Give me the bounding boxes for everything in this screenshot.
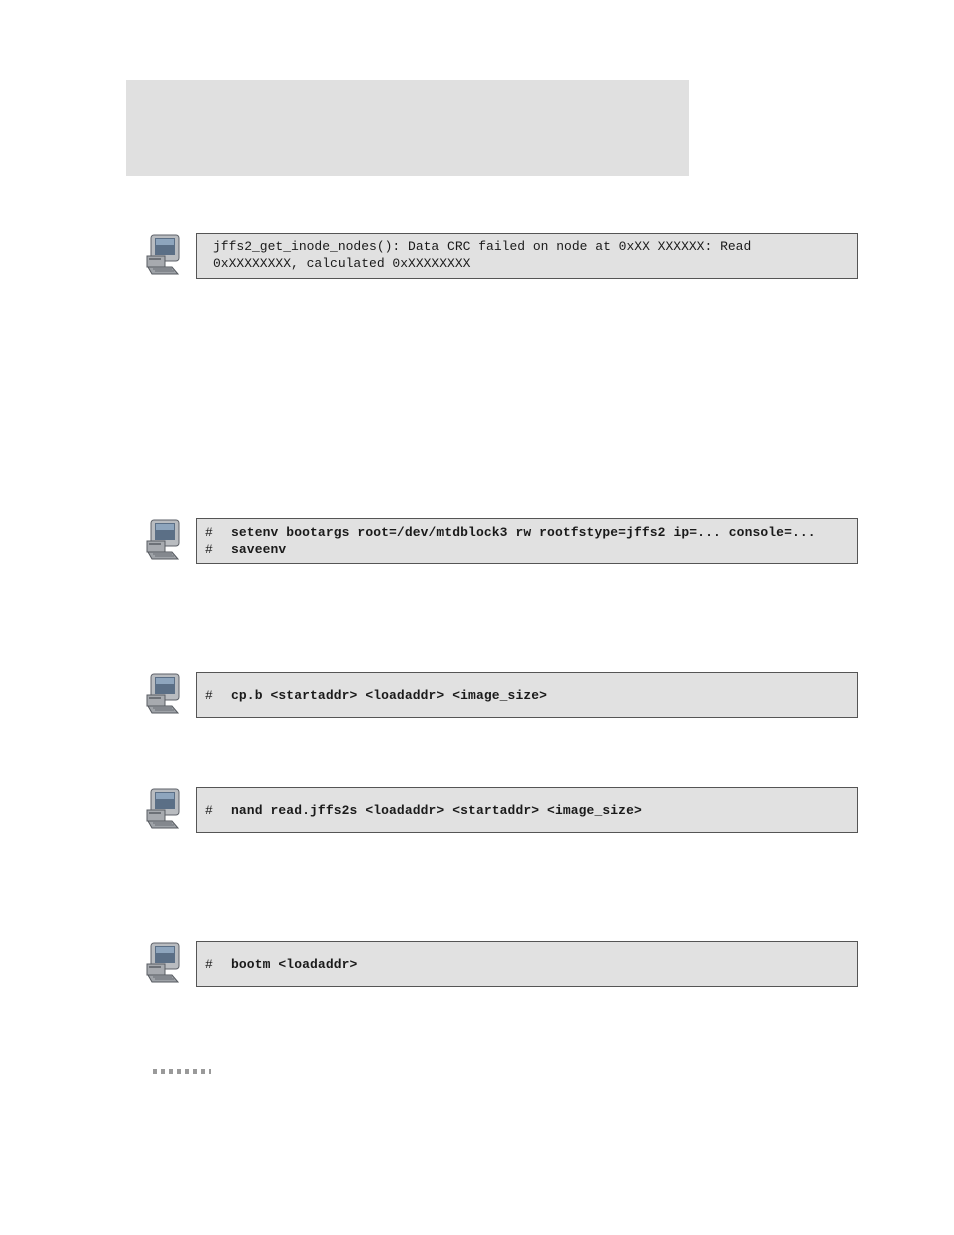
nand-command-box	[196, 787, 858, 833]
command-text: nand read.jffs2s <loadaddr> <startaddr> <image_size>	[231, 802, 642, 818]
prompt-symbol: #	[205, 525, 213, 540]
command-line	[205, 802, 857, 819]
command-line	[205, 956, 857, 973]
command-line	[205, 687, 857, 704]
computer-terminal-icon	[145, 788, 183, 830]
prompt-symbol: #	[205, 687, 213, 703]
computer-terminal-icon	[145, 519, 183, 561]
prompt-symbol: #	[205, 956, 213, 972]
error-line: jffs2_get_inode_nodes(): Data CRC failed on node at 0xXX XXXXXX: Read	[213, 239, 752, 254]
command-text: bootm <loadaddr>	[231, 956, 358, 972]
prompt-symbol: #	[205, 802, 213, 818]
computer-terminal-icon	[145, 942, 183, 984]
dotted-separator	[153, 1069, 211, 1074]
command-line	[205, 541, 857, 558]
computer-terminal-icon	[145, 673, 183, 715]
chapter-header-band	[126, 80, 689, 176]
error-message-box	[196, 233, 858, 279]
error-line: 0xXXXXXXXX, calculated 0xXXXXXXXX	[213, 256, 471, 271]
copy-command-box	[196, 672, 858, 718]
prompt-symbol: #	[205, 542, 213, 557]
command-text: saveenv	[231, 542, 287, 557]
computer-terminal-icon	[145, 234, 183, 276]
command-line	[205, 524, 857, 541]
command-text: cp.b <startaddr> <loadaddr> <image_size>	[231, 687, 548, 703]
command-text: setenv bootargs root=/dev/mtdblock3 rw rootfstype=jffs2 ip=... console=...	[231, 525, 816, 540]
boot-command-box	[196, 941, 858, 987]
setenv-command-box	[196, 518, 858, 564]
